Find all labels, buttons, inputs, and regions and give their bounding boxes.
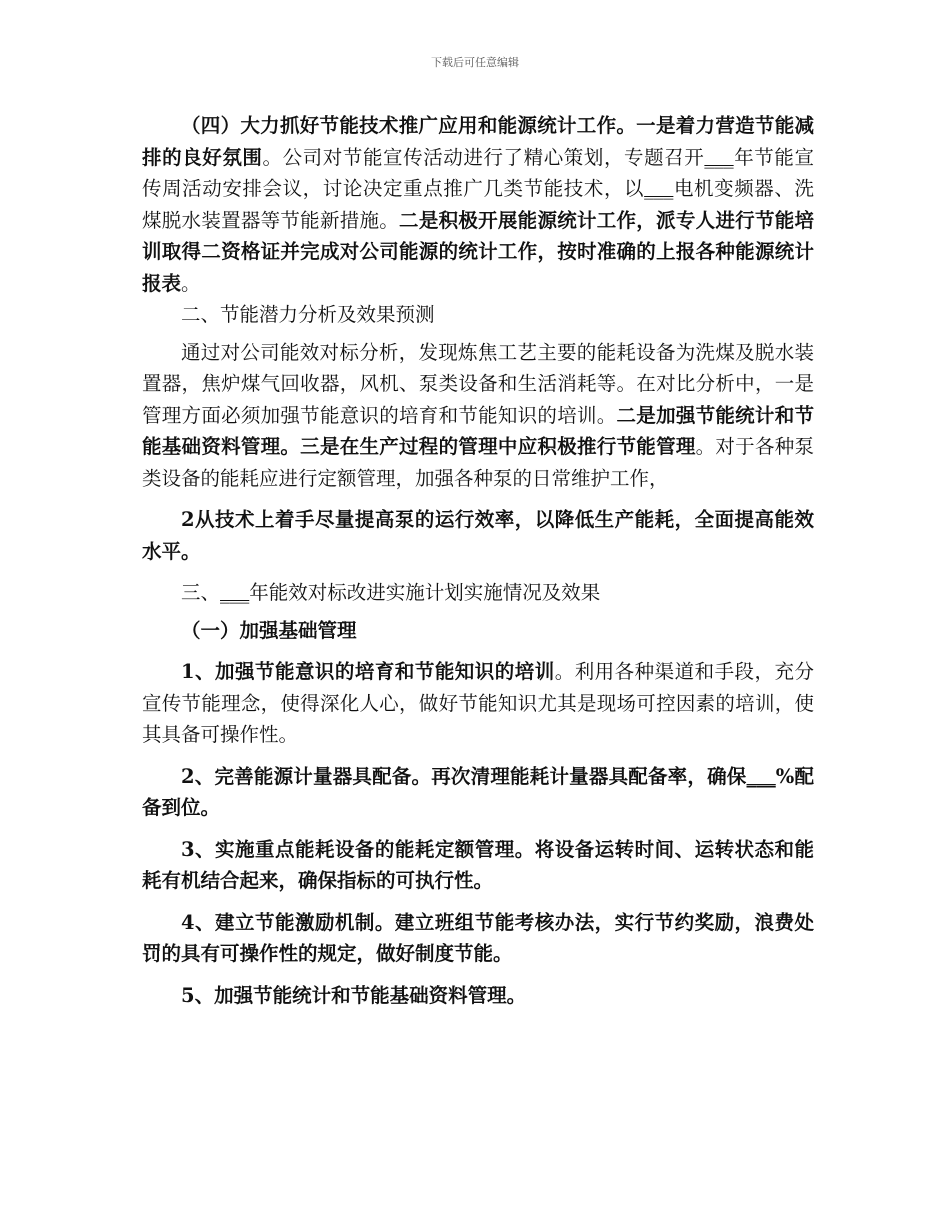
paragraph-item-1 bbox=[142, 656, 814, 751]
blank-field: ___ bbox=[220, 581, 250, 604]
text: %配备到位。 bbox=[142, 764, 814, 819]
paragraph-item-4: 4、建立节能激励机制。建立班组节能考核办法，实行节约奖励，浪费处罚的具有可操作性的规定，做好制度节能。 bbox=[142, 910, 814, 965]
bold-text: 二是积极开展能源统计工作，派专人进行节能培训取得二资格证并完成对公司能源的统计工作，按时准确的上报各种能源统计报表 bbox=[142, 208, 814, 295]
paragraph-item-5: 5、加强节能统计和节能基础资料管理。 bbox=[181, 983, 527, 1007]
bold-text: （四）大力抓好节能技术推广应用和能源统计工作。一是着力营造节能减排的良好氛围 bbox=[142, 114, 814, 169]
text: 年节能宣传周活动安排会议，讨论决定重点推广几类节能技术，以 bbox=[142, 145, 814, 200]
section-heading-implementation bbox=[142, 577, 814, 609]
paragraph-item-2 bbox=[142, 761, 814, 824]
text: 。公司对节能宣传活动进行了精心策划，专题召开 bbox=[262, 145, 705, 169]
text: 三、 bbox=[181, 581, 221, 604]
text: 。 bbox=[181, 271, 201, 295]
blank-field: ___ bbox=[704, 145, 734, 169]
bold-text: 1、加强节能意识的培育和节能知识的培训 bbox=[181, 660, 555, 683]
text: 。利用各种渠道和手段，充分宣传节能理念，使得深化人心，做好节能知识尤其是现场可控因素的培训，使其具备可操作性。 bbox=[142, 660, 814, 746]
section-heading-potential-analysis: 二、节能潜力分析及效果预测 bbox=[181, 303, 435, 326]
document-body bbox=[142, 110, 814, 1011]
subheading-basic-management: （一）加强基础管理 bbox=[181, 618, 357, 642]
paragraph-energy-tech-promotion bbox=[142, 110, 814, 299]
text: 2、完善能源计量器具配备。再次清理能耗计量器具配备率，确保 bbox=[181, 764, 747, 788]
paragraph-pump-efficiency: 2从技术上着手尽量提高泵的运行效率，以降低生产能耗，全面提高能效水平。 bbox=[142, 508, 814, 563]
paragraph-item-3: 3、实施重点能耗设备的能耗定额管理。将设备运转时间、运转状态和能耗有机结合起来，确保指标的可执行性。 bbox=[142, 837, 814, 892]
text: 年能效对标改进实施计划实施情况及效果 bbox=[249, 581, 601, 604]
bold-text: 二是加强节能统计和节能基础资料管理。三是在生产过程的管理中应积极推行节能管理 bbox=[142, 403, 814, 458]
paragraph-benchmark-analysis bbox=[142, 337, 814, 495]
page-header: 下载后可任意编辑 bbox=[431, 56, 519, 69]
blank-field: ___ bbox=[644, 177, 674, 200]
text: 通过对公司能效对标分析，发现炼焦工艺主要的能耗设备为洗煤及脱水装置器，焦炉煤气回收器，风机、泵类设备和生活消耗等。在对比分析中，一是管理方面必须加强节能意识的培育和节能知识的培训。 bbox=[142, 340, 814, 427]
text: 。对于各种泵类设备的能耗应进行定额管理，加强各种泵的日常维护工作， bbox=[142, 435, 814, 490]
blank-field: ___ bbox=[746, 764, 776, 788]
text: 电机变频器、洗煤脱水装置器等节能新措施。 bbox=[142, 177, 814, 232]
